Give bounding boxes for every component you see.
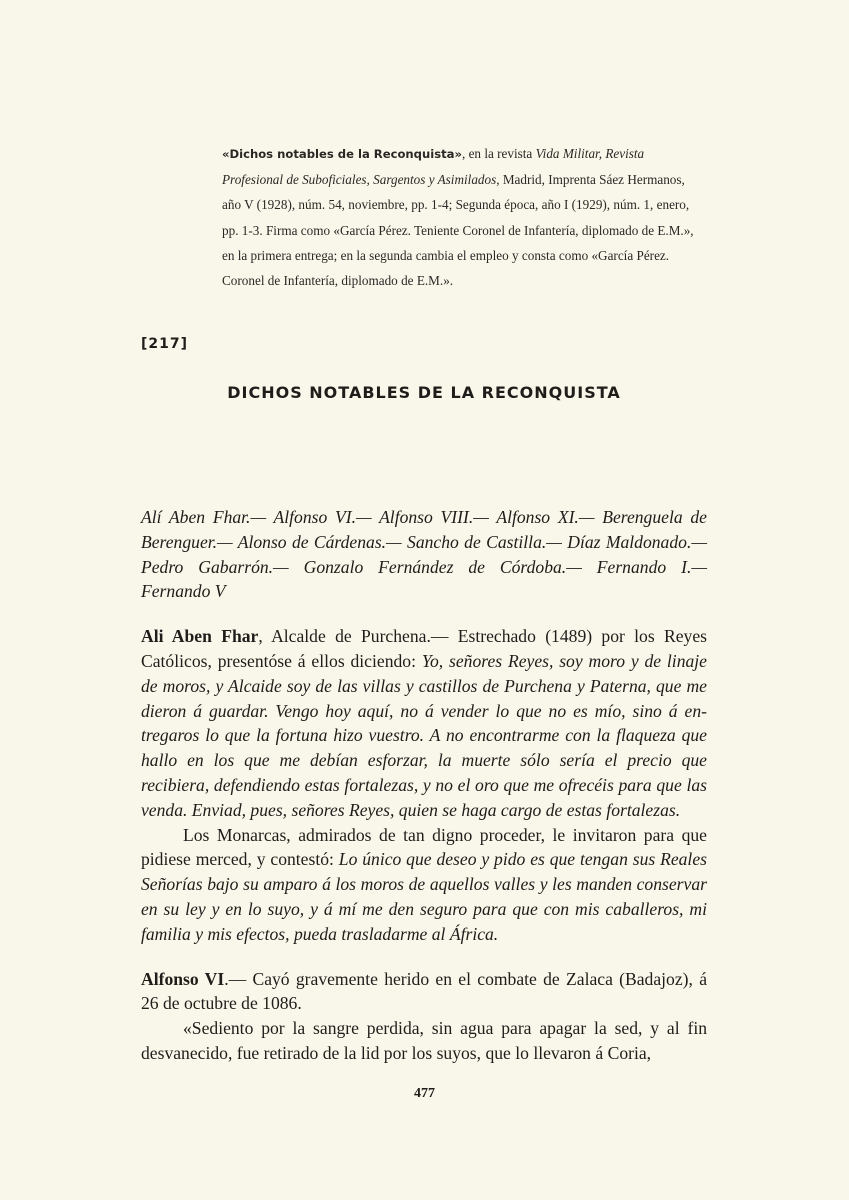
entry-name: Ali Aben Fhar (141, 626, 259, 647)
entry-paragraph (141, 823, 707, 947)
summary-list: Alí Aben Fhar.— Alfonso VI.— Alfonso VIII.— Alfonso XI.— Berenguela de Berenguer.— Alonso de Cárdenas.— Sancho de Castilla.— Díaz Maldonado.— Pedro Gabarrón.— Gonzalo Fernández de Córdoba.— Fernando I.— Fernando V (141, 507, 707, 602)
source-note-details: , Madrid, Imprenta Sáez Hermanos, año V (1928), núm. 54, noviembre, pp. 1-4; Segunda época, año I (1929), núm. 1, enero, pp. 1-3. Firma como «García Pérez. Teniente Coronel de Infantería, diplomado de E.M.», en la primera entrega; en la segunda cambia el empleo y consta como «García Pérez. Coronel de Infantería, diplomado de E.M.». (222, 172, 694, 289)
entry-paragraph (141, 967, 707, 1017)
page-title: DICHOS NOTABLES DE LA RECONQUISTA (227, 383, 621, 402)
entry-quote: Yo, señores Reyes, soy moro y de linaje de moros, y Alcaide soy de las villas y castillos de Purchena y Paterna, que me dieron á guardar. Vengo hoy aquí, no á vender lo que no es mío, sino á entregaros lo que la fortuna hizo vuestro. A no encontrarme con la flaqueza que hallo en los que me debían esforzar, la muerte sólo sería el precio que recibiera, defendiendo estas fortalezas, y no el oro que me ofrecéis para que las venda. Enviad, pues, señores Reyes, quien se haga cargo de estas fortalezas. (141, 650, 707, 820)
entry-text: «Sediento por la sangre perdida, sin agua para apagar la sed, y al fin desvanecido, fue retirado de la lid por los suyos, que lo llevaron á Coria, (141, 1018, 707, 1063)
entry-text: , Alcalde de Purchena.— Estrechado (1489) por los Reyes Católicos, presentóse á ellos diciendo: (141, 626, 707, 671)
entry-name: Alfonso VI (141, 968, 225, 989)
page-number: 477 (414, 1086, 435, 1101)
source-note (222, 141, 702, 293)
source-note-text: , en la revista (461, 146, 536, 161)
entry-text: .— Cayó gravemente herido en el combate de Zalaca (Badajoz), á 26 de octubre de 1086. (141, 968, 707, 1014)
entry-quote: Lo único que deseo y pido es que tengan sus Reales Señorías bajo su amparo á los moros de aquellos valles y les manden conservar en su ley y en lo suyo, y á mí me den seguro para que con mis caballeros, mi familia y mis efectos, pueda trasladarme al África. (141, 849, 707, 944)
entry-paragraph (141, 1016, 707, 1066)
entry-paragraph (141, 624, 707, 822)
entry-text: Los Monarcas, admirados de tan digno proceder, le invitaron para que pidiese merced, y contestó: (141, 824, 707, 870)
document-number: [217] (141, 336, 189, 352)
source-note-title: «Dichos notables de la Reconquista» (222, 147, 462, 161)
source-note-journal: Vida Militar, Revista Profesional de Suboficiales, Sargentos y Asimilados (222, 146, 645, 188)
main-text (141, 505, 707, 1066)
